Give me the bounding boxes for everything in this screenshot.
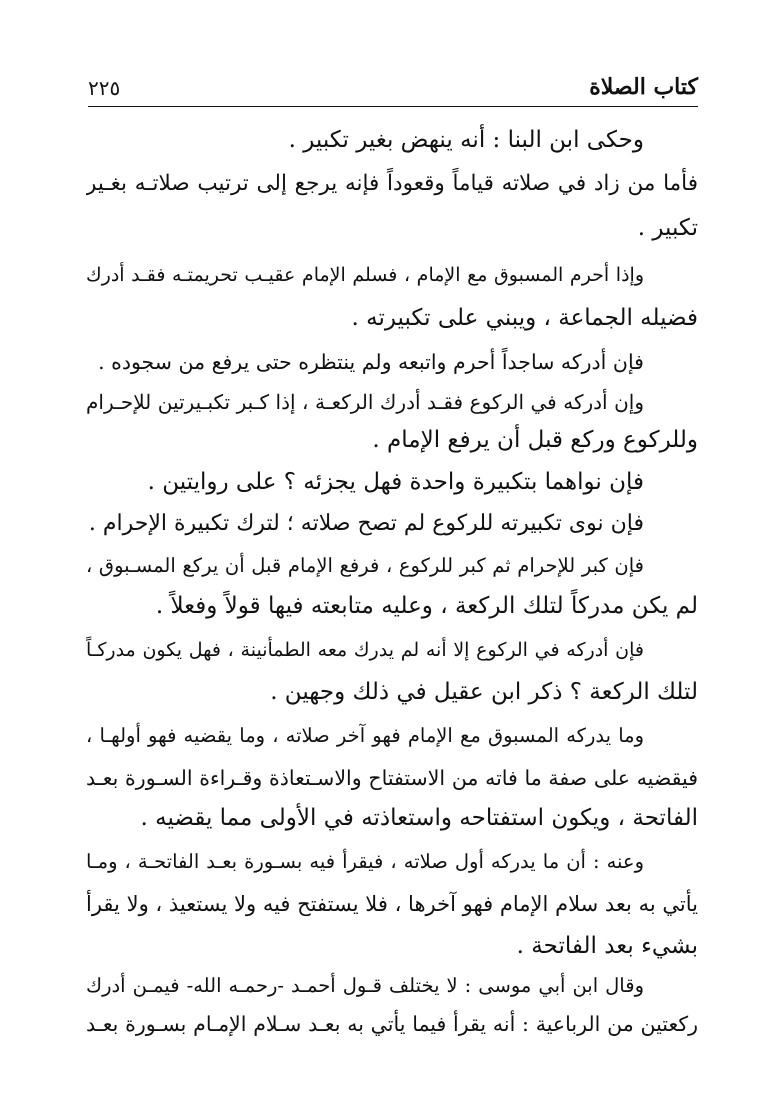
text-line: فإن أدركه ساجداً أحرم واتبعه ولم ينتظره حتى يرفع من سجوده . [98,350,644,374]
running-header [88,72,698,106]
text-line: فضيله الجماعة ، ويبني على تكبيرته . [351,305,698,331]
text-line: وإذا أحرم المسبوق مع الإمام ، فسلم الإمام عقيـب تحريمتـه فقـد أدرك [86,264,644,286]
text-line: فإن نوى تكبيرته للركوع لم تصح صلاته ؛ لترك تكبيرة الإحرام . [88,511,644,536]
header-divider [88,106,698,107]
text-line: وحكى ابن البنا : أنه ينهض بغير تكبير . [288,127,644,153]
text-line: وعنه : أن ما يدركه أول صلاته ، فيقرأ فيه بسـورة بعـد الفاتحـة ، ومـا [86,850,644,873]
text-line: ركعتين من الرباعية : أنه يقرأ فيما يأتي به بعـد سـلام الإمـام بسـورة بعـد [86,1012,698,1036]
page-number: ٢٢٥ [88,76,121,100]
text-line: يأتي به بعد سلام الإمام فهو آخرها ، فلا يستفتح فيه ولا يستعيذ ، ولا يقرأ [86,892,698,916]
text-line: وإن أدركه في الركوع فقـد أدرك الركعـة ، إذا كـبر تكبـيرتين للإحـرام [86,390,644,414]
chapter-title: كتاب الصلاة [589,74,698,100]
text-line: بشيء بعد الفاتحة . [516,933,698,959]
text-line: فأما من زاد في صلاته قياماً وقعوداً فإنه يرجع إلى ترتيب صلاتـه بغـير [86,171,698,196]
text-line: فإن نواهما بتكبيرة واحدة فهل يجزئه ؟ على روايتين . [147,469,644,495]
text-line: فإن أدركه في الركوع إلا أنه لم يدرك معه الطمأنينة ، فهل يكون مدركـاً [86,639,644,661]
body-text [86,118,698,1048]
text-line: فإن كبر للإحرام ثم كبر للركوع ، فرفع الإمام قبل أن يركع المسـبوق ، [86,554,644,577]
text-line: وقال ابن أبي موسى : لا يختلف قـول أحمـد -رحمـه الله- فيمـن أدرك [86,974,644,997]
text-line: الفاتحة ، ويكون استفتاحه واستعاذته في الأولى مما يقضيه . [140,805,698,831]
text-line: لتلك الركعة ؟ ذكر ابن عقيل في ذلك وجهين . [270,679,698,705]
text-line: وللركوع وركع قبل أن يرفع الإمام . [372,427,698,453]
text-line: وما يدركه المسبوق مع الإمام فهو آخر صلاته ، وما يقضيه فهو أولهـا ، [86,724,644,747]
text-line: تكبير . [637,215,698,241]
text-line: فيقضيه على صفة ما فاته من الاستفتاح والاسـتعاذة وقـراءة السـورة بعـد [86,766,698,790]
text-line: لم يكن مدركاً لتلك الركعة ، وعليه متابعته فيها قولاً وفعلاً . [155,593,698,619]
